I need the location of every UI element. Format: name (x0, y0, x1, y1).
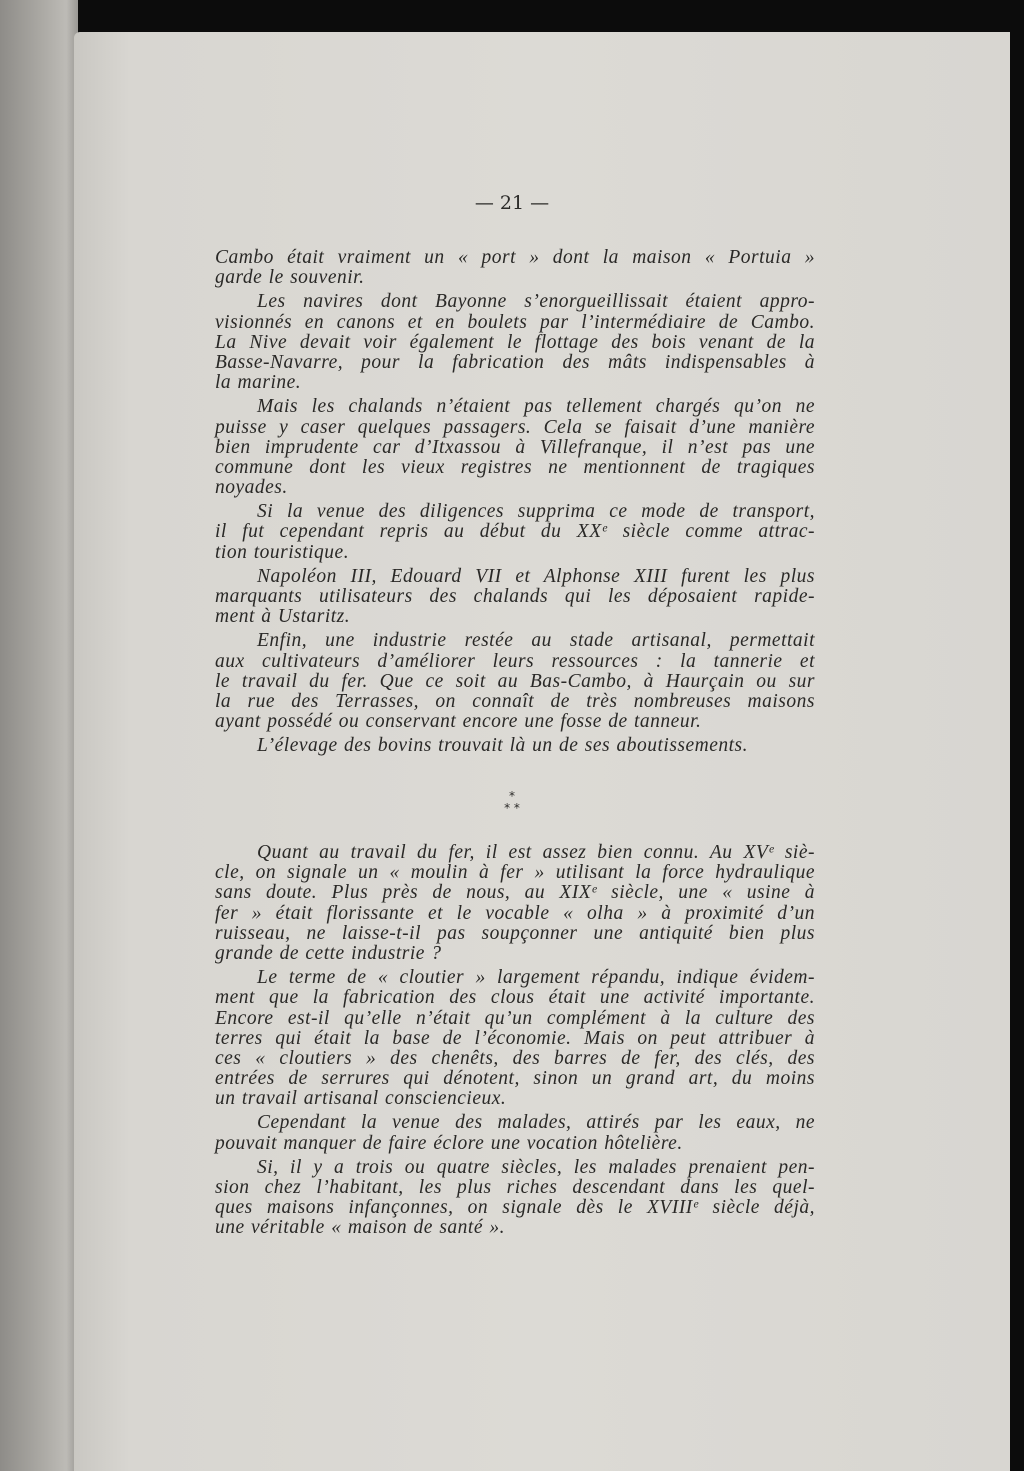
text-line: Basse-Navarre, pour la fabrication des mâts indispensables à (215, 351, 815, 373)
paragraph (215, 1113, 815, 1153)
text-line: visionnés en canons et en boulets par l’intermédiaire de Cambo. (215, 311, 815, 333)
text-line: Encore est-il qu’elle n’était qu’un complément à la culture des (215, 1007, 815, 1029)
text-line: Cependant la venue des malades, attirés par les eaux, ne (257, 1112, 815, 1134)
text-line: aux cultivateurs d’améliorer leurs ressources : la tannerie et (215, 650, 815, 672)
text-section-2 (215, 843, 815, 1243)
text-line: cle, on signale un « moulin à fer » utilisant la force hydraulique (215, 862, 815, 884)
paragraph (215, 1158, 815, 1239)
text-line: sans doute. Plus près de nous, au XIXᵉ siècle, une « usine à (215, 882, 815, 904)
paragraph (215, 843, 815, 964)
text-line: terres qui était la base de l’économie. Mais on peut attribuer à (215, 1027, 815, 1049)
text-line: L’élevage des bovins trouvait là un de ses aboutissements. (257, 735, 749, 757)
text-line: La Nive devait voir également le flottage des bois venant de la (215, 331, 815, 353)
text-line: bien imprudente car d’Itxassou à Villefranque, il n’est pas une (215, 436, 815, 458)
text-section-1 (215, 248, 815, 761)
text-line: Cambo était vraiment un « port » dont la maison « Portuia » (215, 247, 815, 268)
text-line: Si la venue des diligences supprima ce mode de transport, (257, 501, 815, 523)
text-line: ces « cloutiers » des chenêts, des barres de fer, des clés, des (215, 1047, 815, 1069)
text-line: tion touristique. (215, 541, 350, 563)
text-line: grande de cette industrie ? (215, 942, 442, 964)
text-line: ment que la fabrication des clous était une activité importante. (215, 987, 815, 1009)
text-line: ques maisons infançonnes, on signale dès le XVIIIᵉ siècle déjà, (215, 1197, 815, 1219)
text-line: pouvait manquer de faire éclore une vocation hôtelière. (215, 1132, 683, 1154)
text-line: ruisseau, ne laisse-t-il pas soupçonner une antiquité bien plus (215, 922, 815, 944)
page-number: — 21 — (474, 192, 550, 214)
paragraph (215, 968, 815, 1109)
text-line: la rue des Terrasses, on connaît de très nombreuses maisons (215, 690, 815, 712)
paragraph (215, 292, 815, 393)
text-line: commune dont les vieux registres ne mentionnent de tragiques (215, 456, 815, 478)
paragraph (215, 397, 815, 498)
asterism-bottom: * * (504, 801, 520, 815)
text-line: entrées de serrures qui dénotent, sinon un grand art, du moins (215, 1068, 815, 1090)
text-line: garde le souvenir. (215, 267, 365, 289)
text-line: ayant possédé ou conservant encore une fosse de tanneur. (215, 711, 702, 733)
paragraph (215, 248, 815, 288)
paragraph (215, 631, 815, 732)
asterism-separator (0, 790, 1024, 814)
text-line: Le terme de « cloutier » largement répandu, indique évidem- (257, 967, 815, 989)
text-line: noyades. (215, 477, 288, 499)
paragraph (215, 567, 815, 628)
text-line: Quant au travail du fer, il est assez bien connu. Au XVᵉ siè- (257, 842, 815, 863)
text-line: la marine. (215, 372, 302, 394)
text-line: sion chez l’habitant, les plus riches descendant dans les quel- (215, 1177, 815, 1198)
text-line: ment à Ustaritz. (215, 606, 351, 628)
text-line: Enfin, une industrie restée au stade artisanal, permettait (257, 630, 815, 652)
text-line: il fut cependant repris au début du XXᵉ siècle comme attrac- (215, 521, 815, 543)
text-line: fer » était florissante et le vocable « olha » à proximité d’un (215, 902, 815, 924)
text-line: Mais les chalands n’étaient pas tellement chargés qu’on ne (257, 396, 815, 418)
previous-page-edge (0, 0, 78, 1471)
paragraph (215, 502, 815, 563)
text-line: un travail artisanal consciencieux. (215, 1088, 507, 1110)
text-line: le travail du fer. Que ce soit au Bas-Cambo, à Haurçain ou sur (215, 670, 815, 692)
text-line: puisse y caser quelques passagers. Cela se faisait d’une manière (215, 416, 815, 438)
text-line: marquants utilisateurs des chalands qui les déposaient rapide- (215, 586, 815, 607)
text-line: Si, il y a trois ou quatre siècles, les malades prenaient pen- (257, 1156, 815, 1178)
paragraph (215, 736, 815, 756)
text-line: Napoléon III, Edouard VII et Alphonse XIII furent les plus (257, 565, 815, 587)
text-line: Les navires dont Bayonne s’enorgueillissait étaient appro- (257, 291, 815, 313)
text-line: une véritable « maison de santé ». (215, 1217, 505, 1239)
asterism-top: * (509, 789, 515, 803)
